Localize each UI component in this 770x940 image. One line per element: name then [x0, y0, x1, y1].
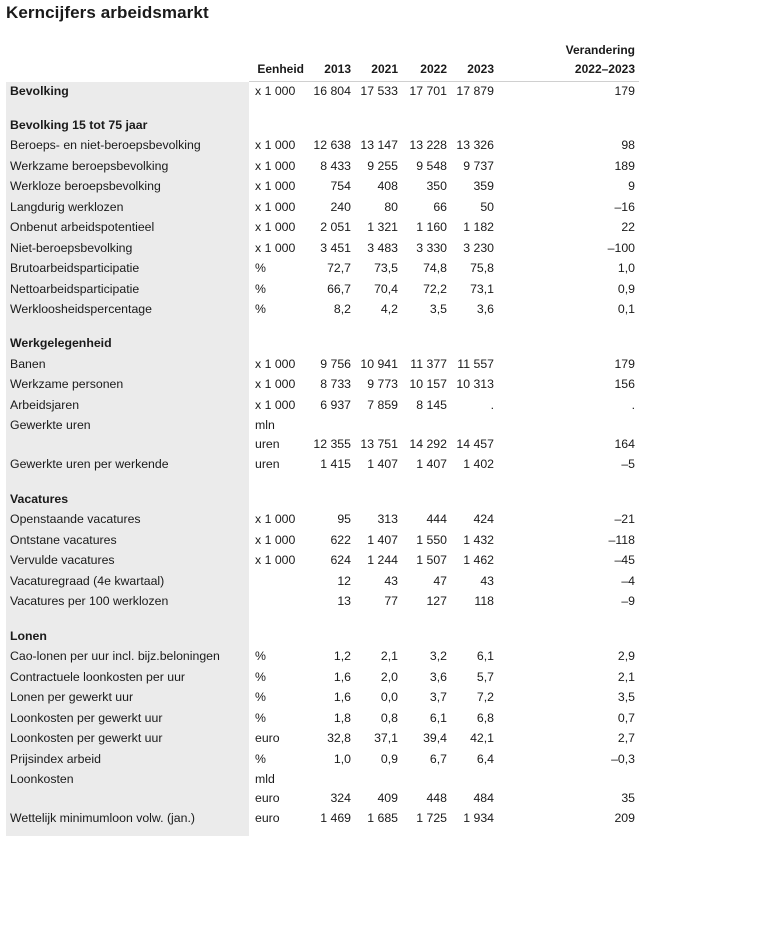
- cell-2023: 11 557: [457, 357, 494, 371]
- cell-2021: 3 483: [367, 241, 398, 255]
- row-unit: %: [255, 670, 266, 684]
- cell-2021: 408: [377, 179, 398, 193]
- table-row: [0, 531, 770, 550]
- cell-2023: 1 182: [463, 220, 494, 234]
- cell-2023: 9 737: [463, 159, 494, 173]
- table-row-continuation: [0, 435, 770, 454]
- cell-2022: 47: [433, 574, 447, 588]
- row-label: Nettoarbeidsparticipatie: [10, 282, 140, 296]
- cell-2022: 74,8: [423, 261, 447, 275]
- table-row: [0, 396, 770, 415]
- cell-2022: 6,7: [429, 752, 447, 766]
- cell-change: .: [631, 398, 635, 412]
- table-row: [0, 729, 770, 748]
- cell-2013: 9 756: [320, 357, 351, 371]
- table-row: [0, 668, 770, 687]
- cell-change: –5: [621, 457, 635, 471]
- cell-2021: 17 533: [360, 84, 398, 98]
- cell-2013: 1,6: [333, 690, 351, 704]
- row-label: Openstaande vacatures: [10, 512, 141, 526]
- cell-2023: 484: [473, 791, 494, 805]
- cell-2022: 1 550: [416, 533, 447, 547]
- row-label: Loonkosten per gewerkt uur: [10, 731, 163, 745]
- cell-2022: 3,5: [429, 302, 447, 316]
- cell-change: –45: [614, 553, 635, 567]
- cell-2023: .: [490, 398, 494, 412]
- row-unit: mld: [255, 772, 275, 786]
- row-label: Niet-beroepsbevolking: [10, 241, 133, 255]
- cell-change: 0,7: [617, 711, 635, 725]
- cell-2021: 13 147: [360, 138, 398, 152]
- cell-2023: 424: [473, 512, 494, 526]
- cell-change: 164: [614, 437, 635, 451]
- cell-change: 179: [614, 357, 635, 371]
- cell-change: 9: [628, 179, 635, 193]
- table-row: [0, 280, 770, 299]
- table-row: [0, 239, 770, 258]
- row-label: Vervulde vacatures: [10, 553, 115, 567]
- row-label: Werkloze beroepsbevolking: [10, 179, 161, 193]
- cell-change: 3,5: [617, 690, 635, 704]
- cell-2022: 3,7: [429, 690, 447, 704]
- cell-2013: 13: [337, 594, 351, 608]
- row-label: Werkloosheidspercentage: [10, 302, 152, 316]
- table-row: [0, 355, 770, 374]
- row-label: Cao-lonen per uur incl. bijz.beloningen: [10, 649, 220, 663]
- cell-2013: 1 415: [320, 457, 351, 471]
- cell-2023: 14 457: [456, 437, 494, 451]
- row-unit: %: [255, 261, 266, 275]
- section-heading-row: [0, 82, 770, 101]
- cell-2021: 2,1: [380, 649, 398, 663]
- cell-2021: 0,9: [380, 752, 398, 766]
- table-row: [0, 300, 770, 319]
- cell-2023: 1 934: [463, 811, 494, 825]
- row-label: Bevolking: [10, 84, 69, 98]
- cell-2013: 1,0: [333, 752, 351, 766]
- table-row: [0, 750, 770, 769]
- row-label: Lonen: [10, 629, 47, 643]
- section-heading-row: [0, 490, 770, 509]
- cell-2022: 11 377: [410, 357, 447, 371]
- cell-2013: 8 733: [320, 377, 351, 391]
- table-row: [0, 157, 770, 176]
- cell-2022: 39,4: [423, 731, 447, 745]
- table-row: [0, 709, 770, 728]
- table-row: [0, 647, 770, 666]
- cell-2021: 70,4: [374, 282, 398, 296]
- cell-2013: 240: [330, 200, 351, 214]
- row-label: Langdurig werklozen: [10, 200, 124, 214]
- table-row: [0, 375, 770, 394]
- cell-2023: 118: [474, 594, 494, 608]
- cell-2021: 1 321: [367, 220, 398, 234]
- cell-2022: 72,2: [423, 282, 447, 296]
- page-title: Kerncijfers arbeidsmarkt: [6, 3, 209, 22]
- cell-2013: 32,8: [327, 731, 351, 745]
- row-label: Vacatures per 100 werklozen: [10, 594, 169, 608]
- cell-change: 0,9: [617, 282, 635, 296]
- row-unit: uren: [255, 457, 280, 471]
- cell-2021: 1 244: [367, 553, 398, 567]
- row-label: Werkzame personen: [10, 377, 124, 391]
- row-label: Werkgelegenheid: [10, 336, 112, 350]
- cell-2021: 9 773: [367, 377, 398, 391]
- cell-2022: 8 145: [416, 398, 447, 412]
- cell-2023: 1 402: [463, 457, 494, 471]
- cell-2013: 95: [337, 512, 351, 526]
- row-unit: %: [255, 711, 266, 725]
- table-header: [0, 0, 770, 82]
- row-unit: x 1 000: [255, 84, 296, 98]
- header-2022: 2022: [420, 62, 447, 76]
- row-label: Vacaturegraad (4e kwartaal): [10, 574, 165, 588]
- cell-change: 98: [621, 138, 635, 152]
- cell-2021: 0,8: [380, 711, 398, 725]
- cell-change: –21: [614, 512, 635, 526]
- row-unit: euro: [255, 811, 280, 825]
- cell-2013: 622: [330, 533, 351, 547]
- cell-change: 2,9: [617, 649, 635, 663]
- cell-2023: 43: [480, 574, 494, 588]
- cell-2023: 1 432: [463, 533, 494, 547]
- cell-2021: 43: [384, 574, 398, 588]
- cell-2021: 80: [384, 200, 398, 214]
- cell-2022: 13 228: [409, 138, 447, 152]
- table-row: [0, 770, 770, 789]
- cell-2013: 12: [337, 574, 351, 588]
- cell-2021: 4,2: [380, 302, 398, 316]
- cell-2013: 624: [330, 553, 351, 567]
- cell-2013: 12 355: [313, 437, 351, 451]
- row-label: Gewerkte uren: [10, 418, 91, 432]
- cell-2023: 6,4: [476, 752, 494, 766]
- row-label: Ontstane vacatures: [10, 533, 117, 547]
- cell-change: –118: [608, 533, 635, 547]
- cell-2022: 127: [426, 594, 447, 608]
- row-unit: x 1 000: [255, 220, 296, 234]
- row-label: Beroeps- en niet-beroepsbevolking: [10, 138, 201, 152]
- cell-2013: 2 051: [320, 220, 351, 234]
- row-label: Onbenut arbeidspotentieel: [10, 220, 155, 234]
- section-heading-row: [0, 334, 770, 353]
- cell-2023: 6,1: [476, 649, 494, 663]
- header-verandering: Verandering: [565, 43, 635, 57]
- cell-2013: 8,2: [333, 302, 351, 316]
- cell-2023: 359: [473, 179, 494, 193]
- row-unit: x 1 000: [255, 512, 296, 526]
- row-label: Brutoarbeidsparticipatie: [10, 261, 140, 275]
- cell-change: 179: [614, 84, 635, 98]
- cell-2023: 7,2: [476, 690, 494, 704]
- row-unit: %: [255, 302, 266, 316]
- table-row: [0, 455, 770, 474]
- row-label: Gewerkte uren per werkende: [10, 457, 169, 471]
- cell-2013: 66,7: [327, 282, 351, 296]
- row-unit: %: [255, 752, 266, 766]
- header-2021: 2021: [371, 62, 398, 76]
- cell-2013: 8 433: [320, 159, 351, 173]
- cell-2022: 1 160: [416, 220, 447, 234]
- cell-2022: 444: [426, 512, 447, 526]
- cell-2023: 3,6: [476, 302, 494, 316]
- cell-2023: 42,1: [470, 731, 494, 745]
- cell-change: –100: [607, 241, 635, 255]
- table-row: [0, 198, 770, 217]
- cell-2023: 17 879: [456, 84, 494, 98]
- cell-2013: 16 804: [313, 84, 351, 98]
- table-row: [0, 592, 770, 611]
- row-unit: x 1 000: [255, 138, 296, 152]
- header-2023: 2023: [467, 62, 494, 76]
- cell-change: –4: [621, 574, 635, 588]
- cell-2021: 1 407: [367, 533, 398, 547]
- table-row-continuation: [0, 789, 770, 808]
- cell-2021: 73,5: [374, 261, 398, 275]
- cell-2022: 17 701: [409, 84, 447, 98]
- cell-2021: 37,1: [374, 731, 398, 745]
- cell-2013: 1 469: [320, 811, 351, 825]
- cell-change: 0,1: [617, 302, 635, 316]
- table-row: [0, 510, 770, 529]
- cell-2023: 50: [480, 200, 494, 214]
- cell-2023: 10 313: [456, 377, 494, 391]
- row-label: Prijsindex arbeid: [10, 752, 101, 766]
- cell-2022: 1 725: [416, 811, 447, 825]
- cell-2021: 1 407: [367, 457, 398, 471]
- cell-2021: 1 685: [367, 811, 398, 825]
- cell-2022: 1 507: [416, 553, 447, 567]
- cell-2021: 9 255: [367, 159, 398, 173]
- cell-change: 189: [614, 159, 635, 173]
- row-label: Arbeidsjaren: [10, 398, 80, 412]
- cell-2013: 1,8: [333, 711, 351, 725]
- cell-2023: 1 462: [463, 553, 494, 567]
- cell-2021: 13 751: [360, 437, 398, 451]
- header-eenheid: Eenheid: [257, 62, 304, 76]
- cell-change: –16: [614, 200, 635, 214]
- row-label: Contractuele loonkosten per uur: [10, 670, 185, 684]
- row-label: Lonen per gewerkt uur: [10, 690, 134, 704]
- row-label: Wettelijk minimumloon volw. (jan.): [10, 811, 195, 825]
- row-unit: mln: [255, 418, 275, 432]
- cell-2023: 5,7: [476, 670, 494, 684]
- cell-2023: 6,8: [476, 711, 494, 725]
- cell-2013: 6 937: [320, 398, 351, 412]
- row-unit-line2: uren: [255, 437, 280, 451]
- table-row: [0, 416, 770, 435]
- table-row: [0, 809, 770, 828]
- cell-2021: 409: [377, 791, 398, 805]
- row-label: Loonkosten per gewerkt uur: [10, 711, 163, 725]
- row-unit: %: [255, 690, 266, 704]
- cell-2023: 73,1: [470, 282, 494, 296]
- row-unit: x 1 000: [255, 553, 296, 567]
- table-row: [0, 572, 770, 591]
- row-unit: x 1 000: [255, 159, 296, 173]
- row-unit: x 1 000: [255, 179, 296, 193]
- cell-2021: 10 941: [360, 357, 398, 371]
- cell-2022: 14 292: [409, 437, 447, 451]
- cell-2022: 10 157: [409, 377, 447, 391]
- cell-2022: 3,2: [429, 649, 447, 663]
- cell-change: 2,1: [617, 670, 635, 684]
- row-unit: x 1 000: [255, 377, 296, 391]
- table-row: [0, 259, 770, 278]
- table-row: [0, 688, 770, 707]
- row-label: Banen: [10, 357, 46, 371]
- cell-2022: 6,1: [429, 711, 447, 725]
- cell-2023: 13 326: [456, 138, 494, 152]
- cell-2021: 2,0: [380, 670, 398, 684]
- cell-2013: 1,6: [333, 670, 351, 684]
- cell-change: 2,7: [617, 731, 635, 745]
- cell-2013: 72,7: [327, 261, 351, 275]
- table-row: [0, 551, 770, 570]
- cell-2023: 75,8: [470, 261, 494, 275]
- cell-2022: 9 548: [416, 159, 447, 173]
- row-label: Bevolking 15 tot 75 jaar: [10, 118, 148, 132]
- cell-2021: 313: [377, 512, 398, 526]
- cell-2022: 448: [426, 791, 447, 805]
- row-unit: %: [255, 649, 266, 663]
- table-row: [0, 218, 770, 237]
- row-label: Loonkosten: [10, 772, 74, 786]
- cell-change: 156: [614, 377, 635, 391]
- row-unit: x 1 000: [255, 533, 296, 547]
- cell-2013: 3 451: [320, 241, 351, 255]
- cell-2022: 1 407: [416, 457, 447, 471]
- cell-2013: 754: [330, 179, 351, 193]
- row-label: Vacatures: [10, 492, 69, 506]
- header-2013: 2013: [324, 62, 351, 76]
- row-unit: x 1 000: [255, 357, 296, 371]
- cell-change: 209: [614, 811, 635, 825]
- row-unit: %: [255, 282, 266, 296]
- cell-change: –0,3: [611, 752, 635, 766]
- cell-2021: 77: [384, 594, 398, 608]
- row-label: Werkzame beroepsbevolking: [10, 159, 169, 173]
- row-unit: euro: [255, 731, 280, 745]
- cell-change: –9: [621, 594, 635, 608]
- row-unit: x 1 000: [255, 200, 296, 214]
- cell-2021: 7 859: [367, 398, 398, 412]
- row-unit-line2: euro: [255, 791, 280, 805]
- header-period: 2022–2023: [574, 62, 635, 76]
- cell-change: 35: [621, 791, 635, 805]
- cell-2022: 350: [426, 179, 447, 193]
- row-unit: x 1 000: [255, 241, 296, 255]
- table-row: [0, 136, 770, 155]
- cell-2013: 12 638: [313, 138, 351, 152]
- cell-2013: 324: [330, 791, 351, 805]
- cell-change: 1,0: [617, 261, 635, 275]
- cell-change: 22: [621, 220, 635, 234]
- section-heading-row: [0, 116, 770, 135]
- cell-2023: 3 230: [463, 241, 494, 255]
- cell-2022: 3 330: [416, 241, 447, 255]
- cell-2022: 66: [433, 200, 447, 214]
- cell-2021: 0,0: [380, 690, 398, 704]
- row-unit: x 1 000: [255, 398, 296, 412]
- cell-2013: 1,2: [333, 649, 351, 663]
- cell-2022: 3,6: [429, 670, 447, 684]
- table-row: [0, 177, 770, 196]
- section-heading-row: [0, 627, 770, 646]
